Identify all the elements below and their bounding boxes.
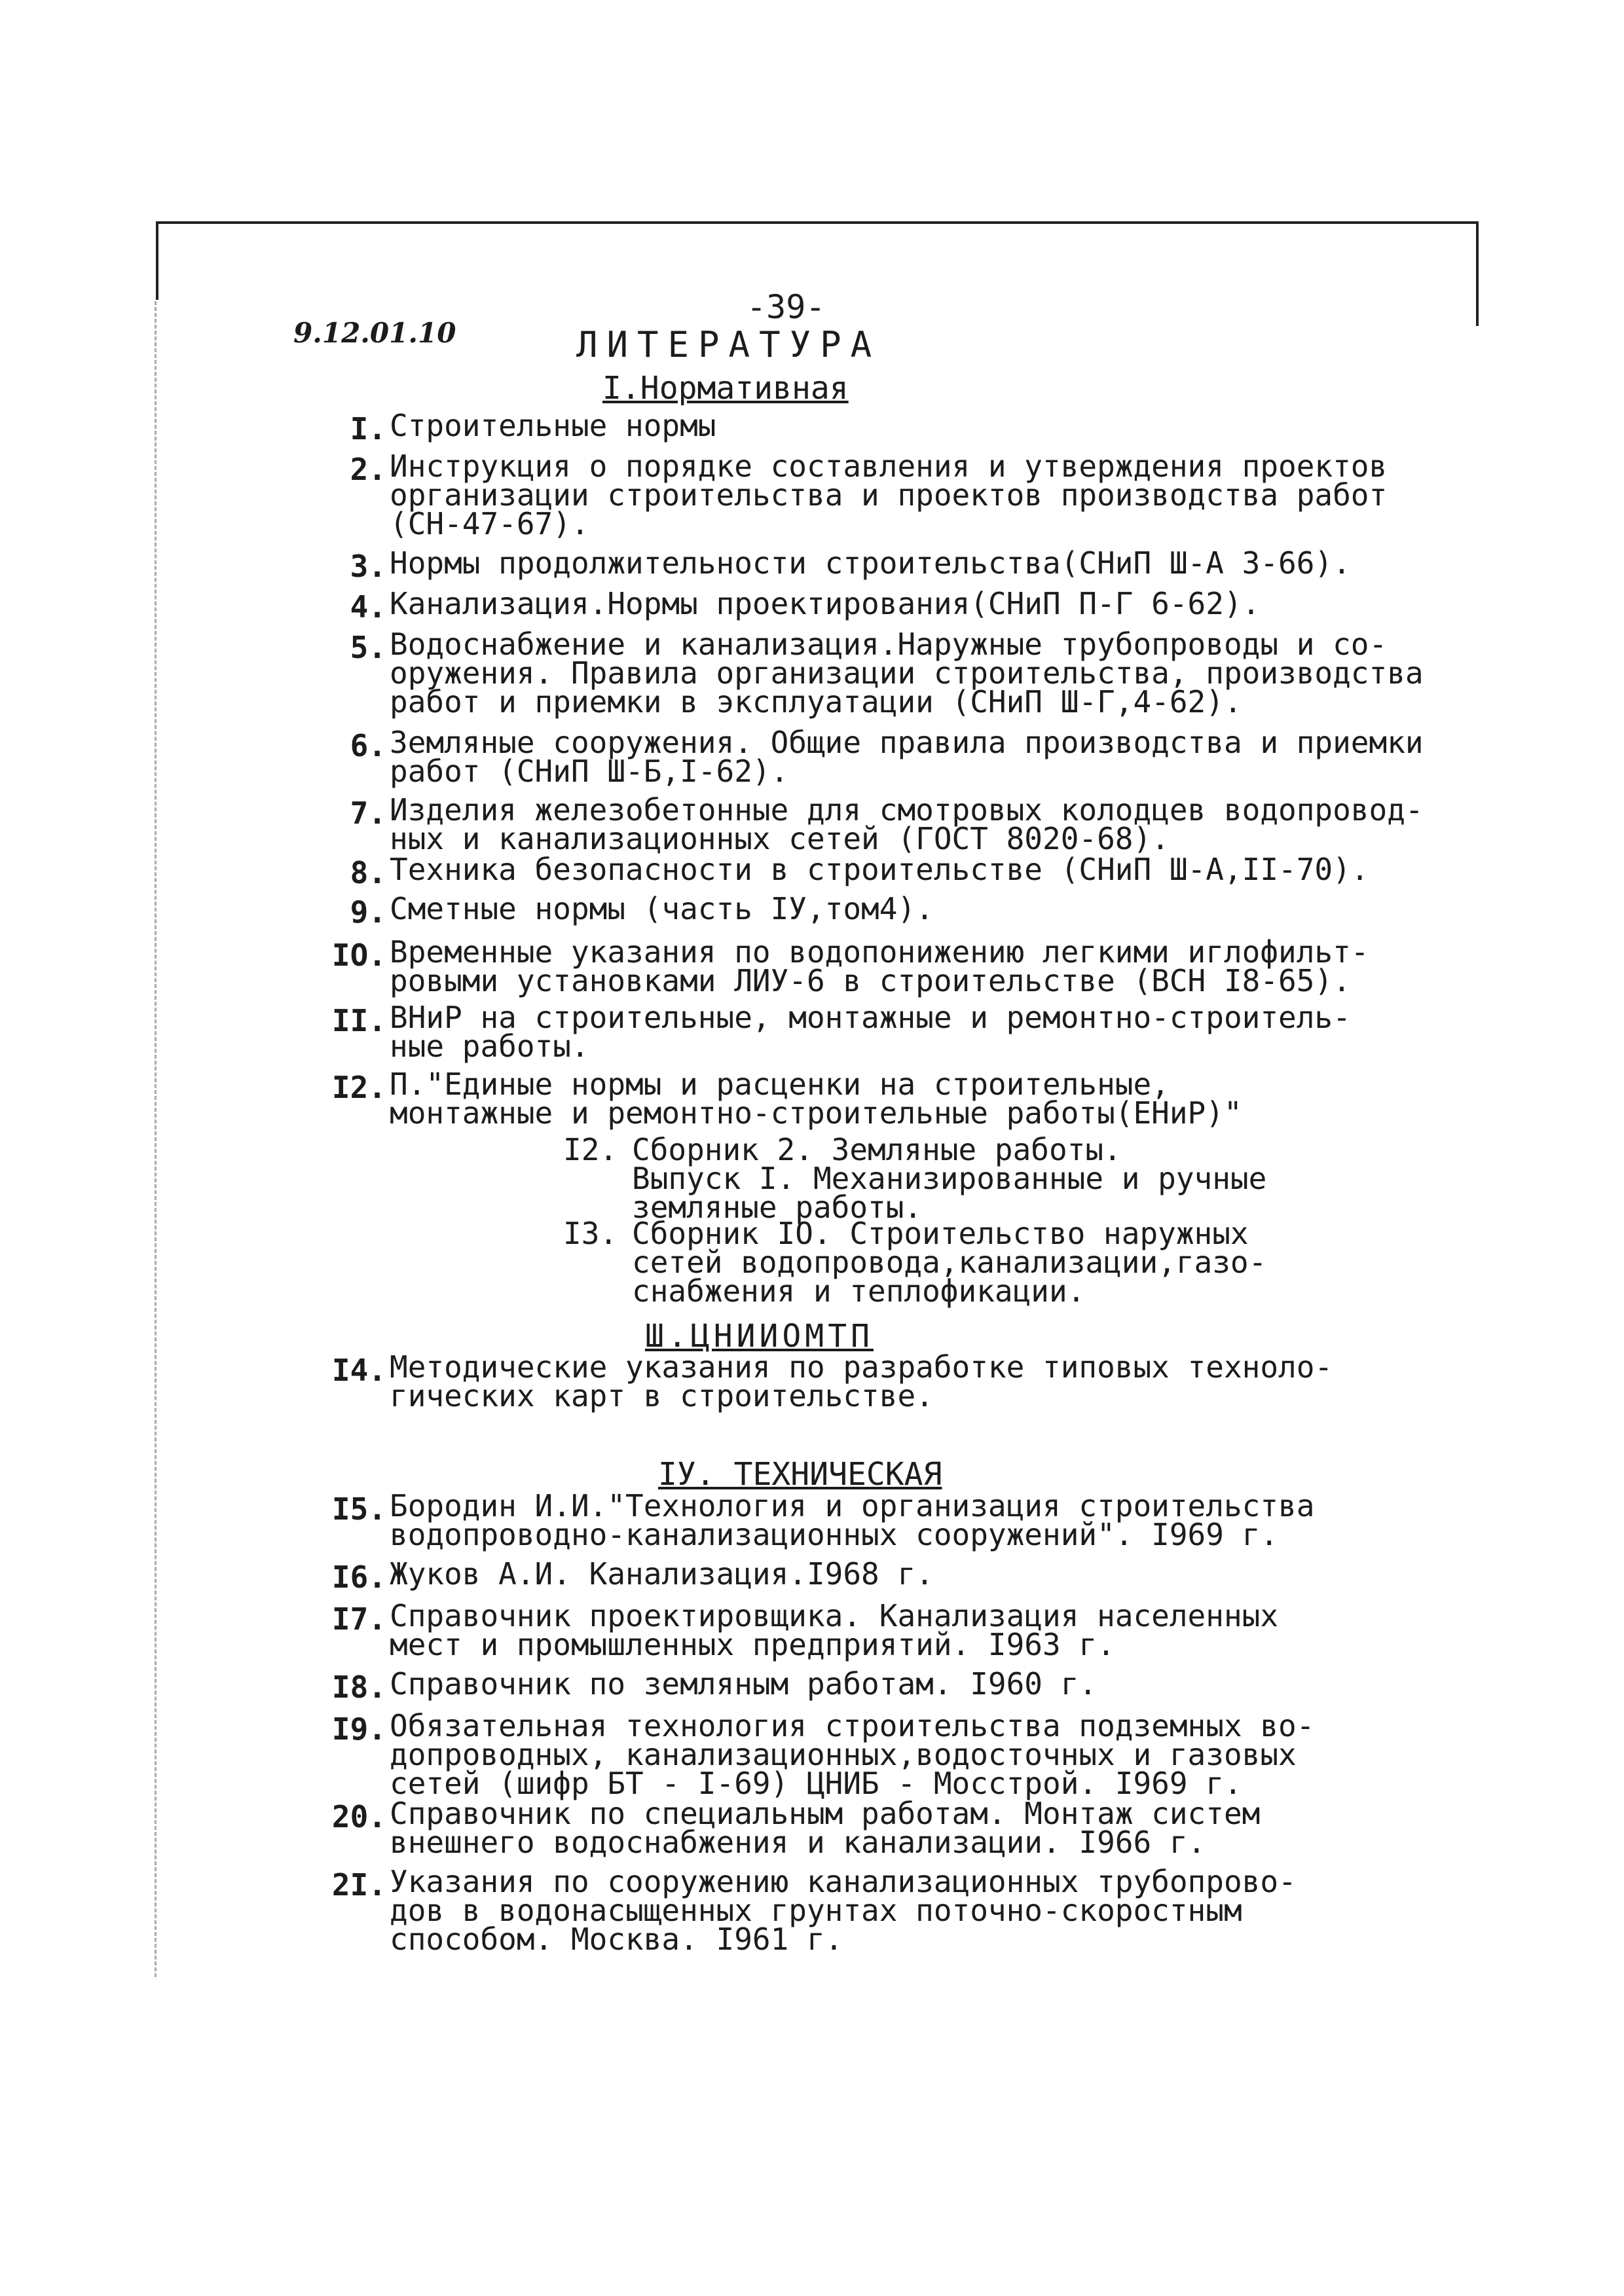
list-item-text: Методические указания по разработке типовых техноло- гических карт в строительстве. <box>390 1349 1333 1413</box>
list-item-text: Изделия железобетонные для смотровых колодцев водопровод- ных и канализационных сетей (ГОСТ 8020-68). <box>390 792 1424 856</box>
list-item-number: I7. <box>331 1601 386 1637</box>
list-item-text: Земляные сооружения. Общие правила производства и приемки работ (СНиП Ш-Б,I-62). <box>390 725 1424 789</box>
list-item-number: II. <box>331 1003 386 1038</box>
sub-list-item-text: Сборник IO. Строительство наружных сетей водопровода,канализации,газо- снабжения и теплофикации. <box>632 1216 1267 1309</box>
list-item-number: I8. <box>331 1669 386 1705</box>
list-item-text: Временные указания по водопонижению легкими иглофильт- ровыми установками ЛИУ-6 в строительстве (ВСН I8-65). <box>390 934 1369 998</box>
list-item-number: I5. <box>331 1491 386 1527</box>
list-item-number: 7. <box>350 795 386 831</box>
list-item-text: Бородин И.И."Технология и организация строительства водопроводно-канализационных сооружений". I969 г. <box>390 1488 1315 1552</box>
list-item-number: I9. <box>331 1711 386 1747</box>
section-heading-technical: IУ. ТЕХНИЧЕСКАЯ <box>658 1456 942 1493</box>
sub-list-item-number: I3. <box>563 1216 618 1251</box>
list-item-number: 3. <box>350 549 386 584</box>
page-number: -39- <box>747 288 826 326</box>
list-item-text: Строительные нормы <box>390 408 716 443</box>
list-item-number: I. <box>350 411 386 446</box>
list-item-text: Водоснабжение и канализация.Наружные трубопроводы и со- оружения. Правила организации строительства, производства работ и приемки в эксплуатации (СНиП Ш-Г,4-62). <box>390 627 1424 720</box>
sub-list-item-number: I2. <box>563 1132 618 1167</box>
list-item-number: I4. <box>331 1353 386 1388</box>
list-item-text: Техника безопасности в строительстве (СНиП Ш-А,II-70). <box>390 852 1369 887</box>
page-frame-top-line <box>156 221 1479 224</box>
sub-list-item-text: Сборник 2. Земляные работы. Выпуск I. Механизированные и ручные земляные работы. <box>632 1132 1267 1225</box>
list-item-number: 8. <box>350 855 386 890</box>
page-frame-left-line <box>156 221 158 300</box>
list-item-text: Нормы продолжительности строительства(СНиП Ш-А 3-66). <box>390 545 1351 581</box>
section-heading-normative: I.Нормативная <box>602 370 849 407</box>
list-item-text: Канализация.Нормы проектирования(СНиП П-Г 6-62). <box>390 586 1261 621</box>
list-item-number: 4. <box>350 589 386 625</box>
list-item-number: I2. <box>331 1070 386 1105</box>
list-item-text: Инструкция о порядке составления и утверждения проектов организации строительства и проектов производства работ (СН-47-67). <box>390 448 1388 541</box>
list-item-number: 5. <box>350 630 386 665</box>
list-item-text: Жуков А.И. Канализация.I968 г. <box>390 1556 934 1592</box>
list-item-text: Справочник по специальным работам. Монтаж систем внешнего водоснабжения и канализации. I966 г. <box>390 1796 1261 1860</box>
left-margin-marks <box>155 301 160 1977</box>
list-item-text: Указания по сооружению канализационных трубопрово- дов в водонасыщенных грунтах поточно-скоростным способом. Москва. I961 г. <box>390 1864 1297 1957</box>
list-item-text: Обязательная технология строительства подземных во- допроводных, канализационных,водосточных и газовых сетей (шифр БТ - I-69) ЦНИБ - Мосстрой. I969 г. <box>390 1708 1315 1801</box>
list-item-text: Справочник по земляным работам. I960 г. <box>390 1666 1098 1702</box>
page-frame-right-line <box>1476 221 1479 326</box>
list-item-number: 9. <box>350 894 386 930</box>
section-heading-tsniiomtp: Ш.ЦНИИОМТП <box>645 1318 874 1355</box>
page-title: ЛИТЕРАТУРА <box>576 324 881 365</box>
list-item-number: IO. <box>331 938 386 973</box>
list-item-text: П."Единые нормы и расценки на строительные, монтажные и ремонтно-строительные работы(ЕНиР)" <box>390 1066 1242 1131</box>
list-item-text: Сметные нормы (часть IУ,том4). <box>390 891 934 926</box>
list-item-text: ВНиР на строительные, монтажные и ремонтно-строитель- ные работы. <box>390 1000 1351 1064</box>
list-item-number: I6. <box>331 1559 386 1595</box>
list-item-number: 2I. <box>331 1867 386 1903</box>
document-code: 9.12.01.10 <box>293 317 456 349</box>
list-item-number: 20. <box>331 1799 386 1834</box>
list-item-number: 2. <box>350 452 386 487</box>
list-item-number: 6. <box>350 728 386 763</box>
list-item-text: Справочник проектировщика. Канализация населенных мест и промышленных предприятий. I963 г. <box>390 1598 1279 1662</box>
